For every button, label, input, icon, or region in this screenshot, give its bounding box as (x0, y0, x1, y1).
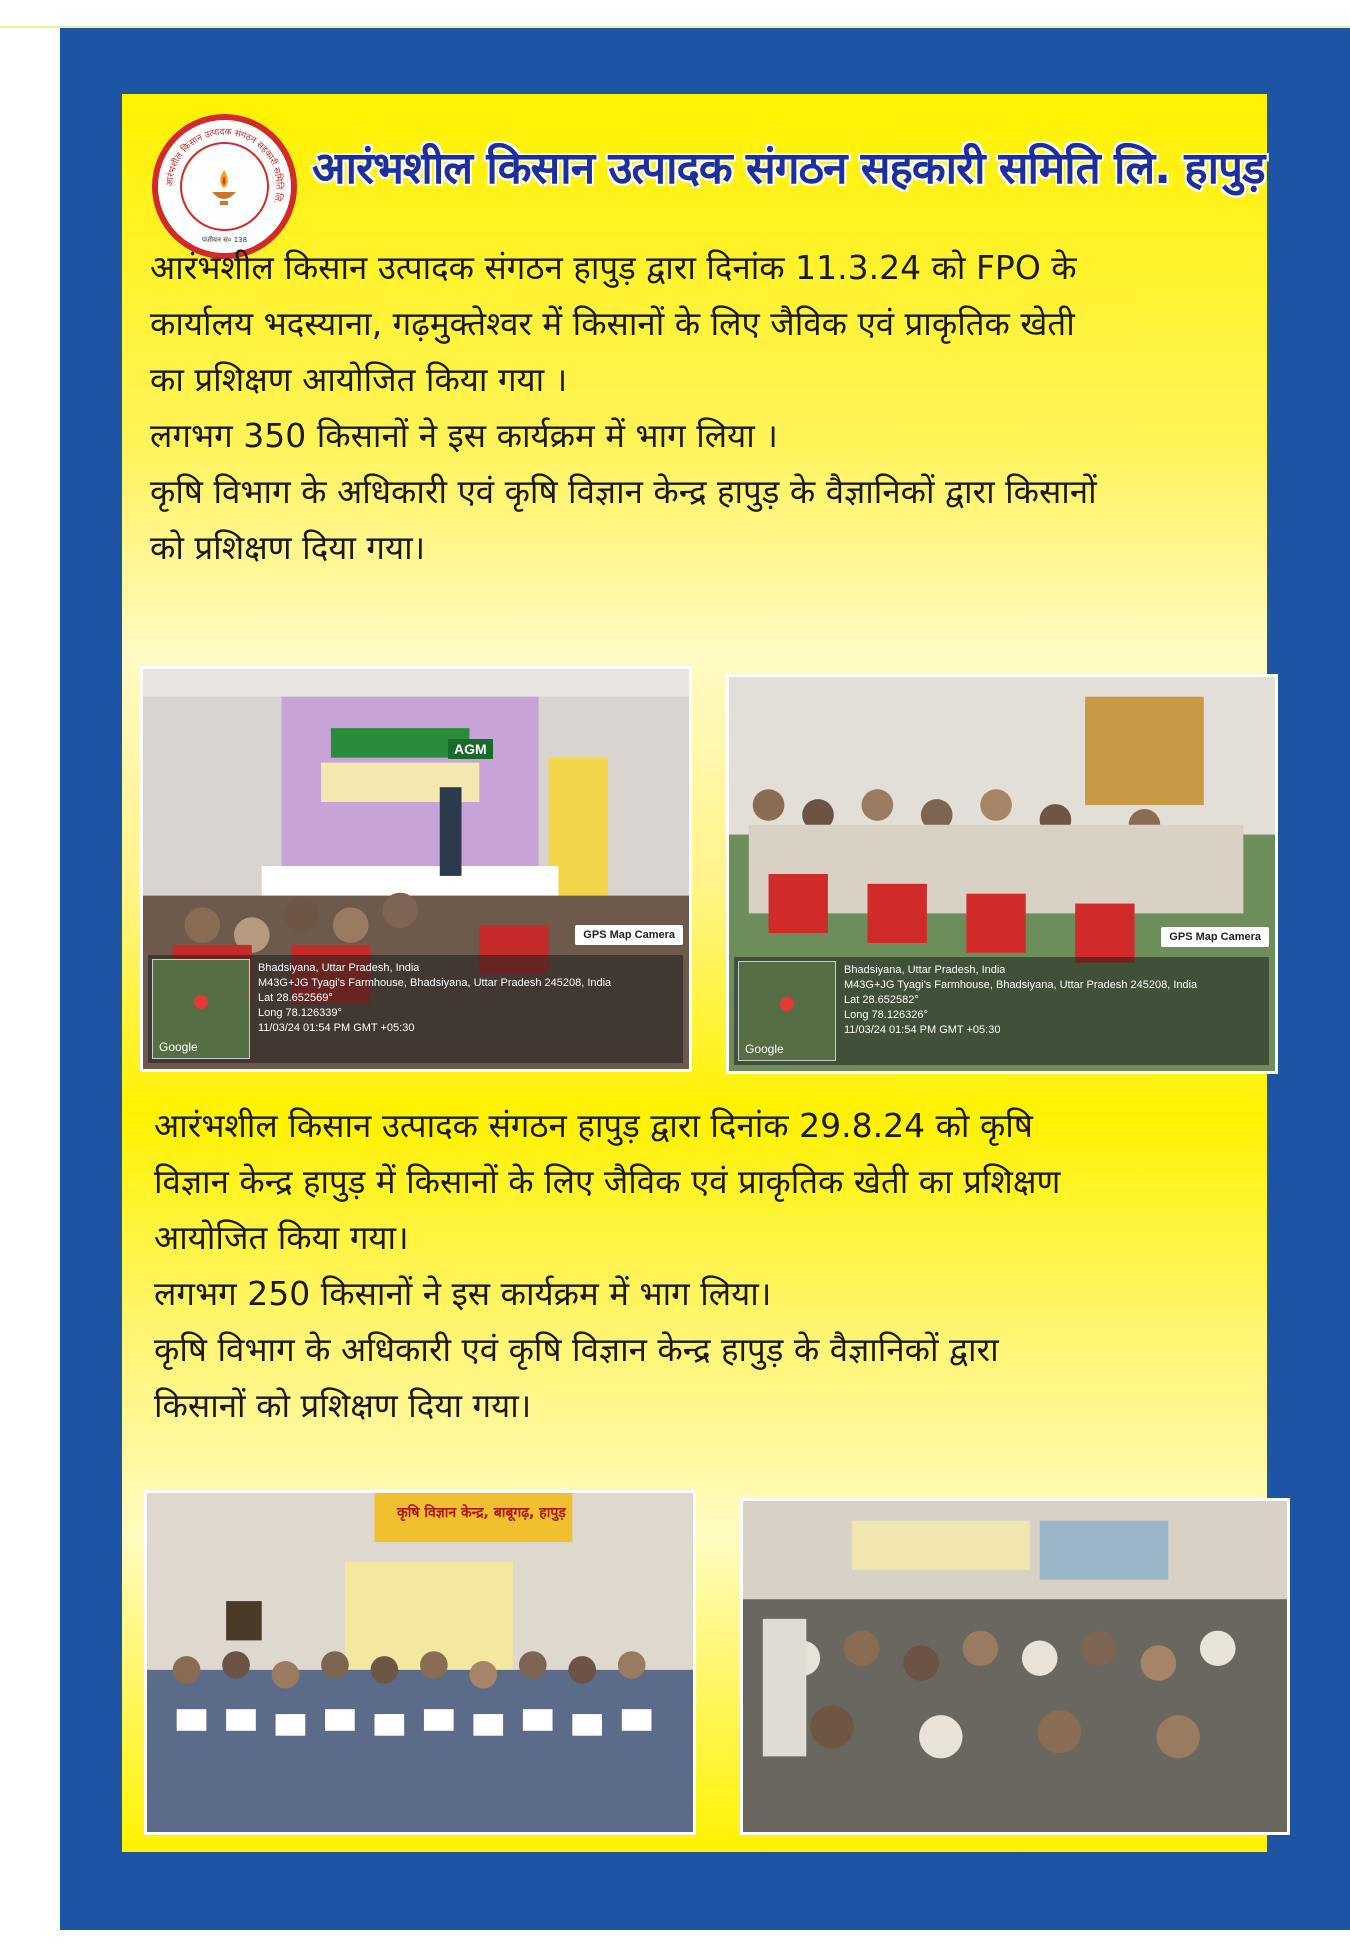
gps-address: M43G+JG Tyagi's Farmhouse, Bhadsiyana, Uttar Pradesh 245208, India (258, 977, 612, 989)
gps-time: 11/03/24 01:54 PM GMT +05:30 (844, 1024, 1001, 1036)
gps-camera-badge: GPS Map Camera (575, 925, 683, 945)
event1-line: लगभग 350 किसानों ने इस कार्यक्रम में भाग लिया । (150, 416, 778, 455)
event2-line: आयोजित किया गया। (154, 1218, 409, 1257)
gps-details (258, 961, 611, 1036)
google-label: Google (159, 1040, 198, 1054)
event2-line: लगभग 250 किसानों ने इस कार्यक्रम में भाग लिया। (154, 1274, 772, 1313)
gps-lat: Lat 28.652582° (844, 994, 919, 1006)
gps-camera-badge: GPS Map Camera (1161, 927, 1269, 947)
org-logo (152, 114, 297, 259)
event2-line: किसानों को प्रशिक्षण दिया गया। (154, 1386, 532, 1425)
event2-photo-certificates (144, 1490, 696, 1835)
event2-line: विज्ञान केन्द्र हापुड़ में किसानों के लिए जैविक एवं प्राकृतिक खेती का प्रशिक्षण (154, 1162, 1061, 1201)
kvk-banner: कृषि विज्ञान केन्द्र, बाबूगढ़, हापुड़ (397, 1505, 566, 1521)
logo-registration: पंजीयन सं० 138 (201, 236, 248, 244)
gps-map-thumbnail (152, 959, 250, 1059)
poster-panel (122, 94, 1267, 1852)
google-label: Google (745, 1042, 784, 1056)
gps-map-thumbnail (738, 961, 836, 1061)
event1-text (150, 240, 1250, 576)
gps-address: M43G+JG Tyagi's Farmhouse, Bhadsiyana, Uttar Pradesh 245208, India (844, 979, 1198, 991)
hall-scene (743, 1501, 1287, 1832)
gps-long: Long 78.126339° (258, 1007, 342, 1019)
event1-line: को प्रशिक्षण दिया गया। (150, 528, 426, 567)
event1-line: का प्रशिक्षण आयोजित किया गया । (150, 360, 568, 399)
agm-banner: AGM (448, 739, 493, 759)
event1-line: कार्यालय भदस्याना, गढ़मुक्तेश्वर में किसानों के लिए जैविक एवं प्राकृतिक खेती (150, 304, 1075, 343)
gps-place: Bhadsiyana, Uttar Pradesh, India (844, 964, 1006, 976)
gps-overlay (734, 931, 1269, 1065)
gps-long: Long 78.126326° (844, 1009, 928, 1021)
gps-place: Bhadsiyana, Uttar Pradesh, India (258, 962, 420, 974)
org-title: आरंभशील किसान उत्पादक संगठन सहकारी समिति लि. हापुड़ (312, 143, 1265, 194)
event1-line: कृषि विभाग के अधिकारी एवं कृषि विज्ञान केन्द्र हापुड़ के वैज्ञानिकों द्वारा किसानों (150, 472, 1097, 511)
gps-overlay (148, 929, 683, 1063)
svg-text:आरंभशील किसान उत्पादक संगठन सह: आरंभशील किसान उत्पादक संगठन सहकारी समिति लि. (165, 127, 284, 206)
event1-photo-meeting (140, 666, 692, 1072)
certificate-scene (147, 1493, 693, 1832)
gps-lat: Lat 28.652569° (258, 992, 333, 1004)
gps-details (844, 963, 1197, 1038)
gps-time: 11/03/24 01:54 PM GMT +05:30 (258, 1022, 415, 1034)
event1-photo-audience (726, 674, 1278, 1074)
event2-text (154, 1098, 1254, 1434)
event2-photo-hall (740, 1498, 1290, 1835)
event2-line: कृषि विभाग के अधिकारी एवं कृषि विज्ञान केन्द्र हापुड़ के वैज्ञानिकों द्वारा (154, 1330, 999, 1369)
event2-line: आरंभशील किसान उत्पादक संगठन हापुड़ द्वारा दिनांक 29.8.24 को कृषि (154, 1106, 1033, 1145)
event1-line: आरंभशील किसान उत्पादक संगठन हापुड़ द्वारा दिनांक 11.3.24 को FPO के (150, 248, 1077, 287)
logo-inner-circle (180, 142, 269, 244)
diya-lamp-icon (210, 168, 238, 208)
